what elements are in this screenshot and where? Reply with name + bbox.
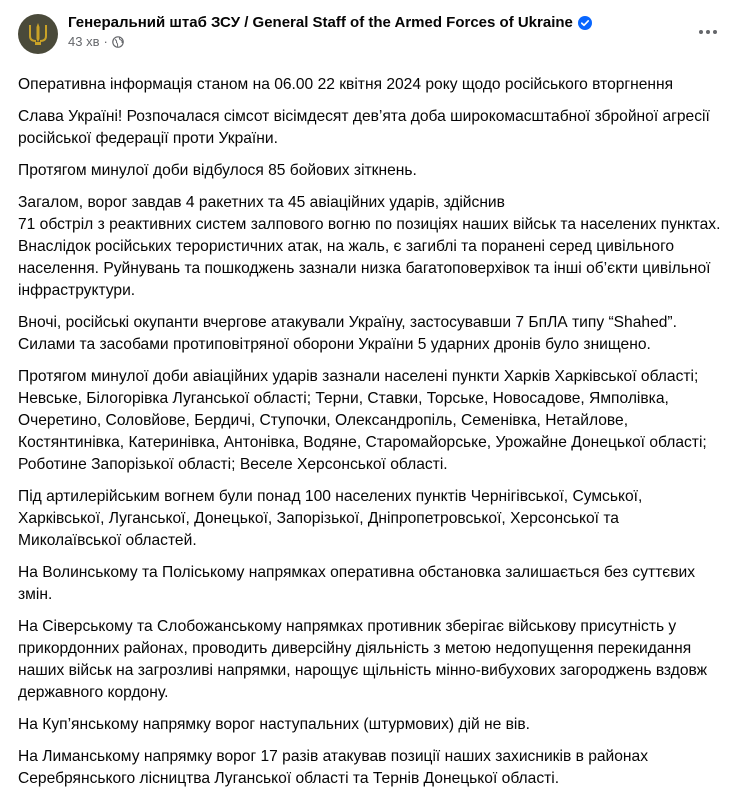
post-timestamp[interactable]: 43 хв: [68, 34, 100, 49]
post-paragraph: На Сіверському та Слобожанському напрямках противник зберігає військову присутність у прикордонних районах, проводить диверсійну діяльність з метою недопущення перекидання наших військ на загрозливі напрямки, нарощує щільність мінно-вибухових загороджень вздовж державного кордону.: [18, 618, 708, 701]
post-paragraph: Вночі, російські окупанти вчергове атакували Україну, застосувавши 7 БпЛА типу “Shahed”. Силами та засобами протиповітряної оборони України 5 ударних дронів було знищено.: [18, 314, 677, 353]
post-paragraph: Під артилерійським вогнем були понад 100 населених пунктів Чернігівської, Сумської, Харківської, Луганської, Донецької, Запорізької, Дніпропетровської, Херсонської та Миколаївської областей.: [18, 488, 643, 549]
post-paragraph: На Волинському та Поліському напрямках оперативна обстановка залишається без суттєвих змін.: [18, 564, 696, 603]
more-dots-icon: [698, 29, 718, 35]
author-row: [68, 14, 723, 31]
post-meta: [68, 12, 723, 49]
post-paragraph: Протягом минулої доби авіаційних ударів зазнали населені пункти Харків Харківської області; Невське, Білогорівка Луганської області; Терни, Ставки, Торське, Новосадове, Ямполівка, Очеретино, Соловйове, Бердичі, Ступочки, Олександропіль, Семенівка, Нетайлове, Костянтинівка, Катеринівка, Антонівка, Водяне, Старомайорське, Урожайне Донецької області; Роботине Запорізької області; Веселе Херсонської області.: [18, 368, 707, 473]
post-paragraph: Слава Україні! Розпочалася сімсот вісімдесят дев’ята доба широкомасштабної збройної агресії російської федерації проти України.: [18, 108, 710, 147]
post-paragraph: Загалом, ворог завдав 4 ракетних та 45 авіаційних ударів, здійснив 71 обстріл з реактивних систем залпового вогню по позиціях наших військ та населених пунктах. Внаслідок російських терористичних атак, на жаль, є загиблі та поранені серед цивільного населення. Руйнувань та пошкоджень зазнали низка багатоповерхівок та інші об’єкти цивільної інфраструктури.: [18, 194, 721, 299]
avatar[interactable]: [18, 14, 58, 54]
separator-dot: ·: [103, 34, 108, 49]
page-name-link[interactable]: Генеральний штаб ЗСУ / General Staff of the Armed Forces of Ukraine: [68, 14, 573, 31]
post-paragraph: На Куп’янському напрямку ворог наступальних (штурмових) дій не вів.: [18, 716, 530, 733]
trident-emblem-icon: [26, 21, 50, 47]
more-options-button[interactable]: [693, 22, 723, 42]
post-header: [18, 12, 723, 60]
globe-icon[interactable]: [112, 36, 124, 48]
post-paragraph: На Лиманському напрямку ворог 17 разів атакував позиції наших захисників в районах Серебрянського лісництва Луганської області та Тернів Донецької області.: [18, 748, 649, 787]
post-subline: [68, 34, 723, 49]
post-paragraph: Протягом минулої доби відбулося 85 бойових зіткнень.: [18, 162, 417, 179]
verified-badge-icon: [578, 16, 592, 30]
post-paragraph: Оперативна інформація станом на 06.00 22 квітня 2024 року щодо російського вторгнення: [18, 76, 674, 93]
post-body: [18, 74, 723, 790]
